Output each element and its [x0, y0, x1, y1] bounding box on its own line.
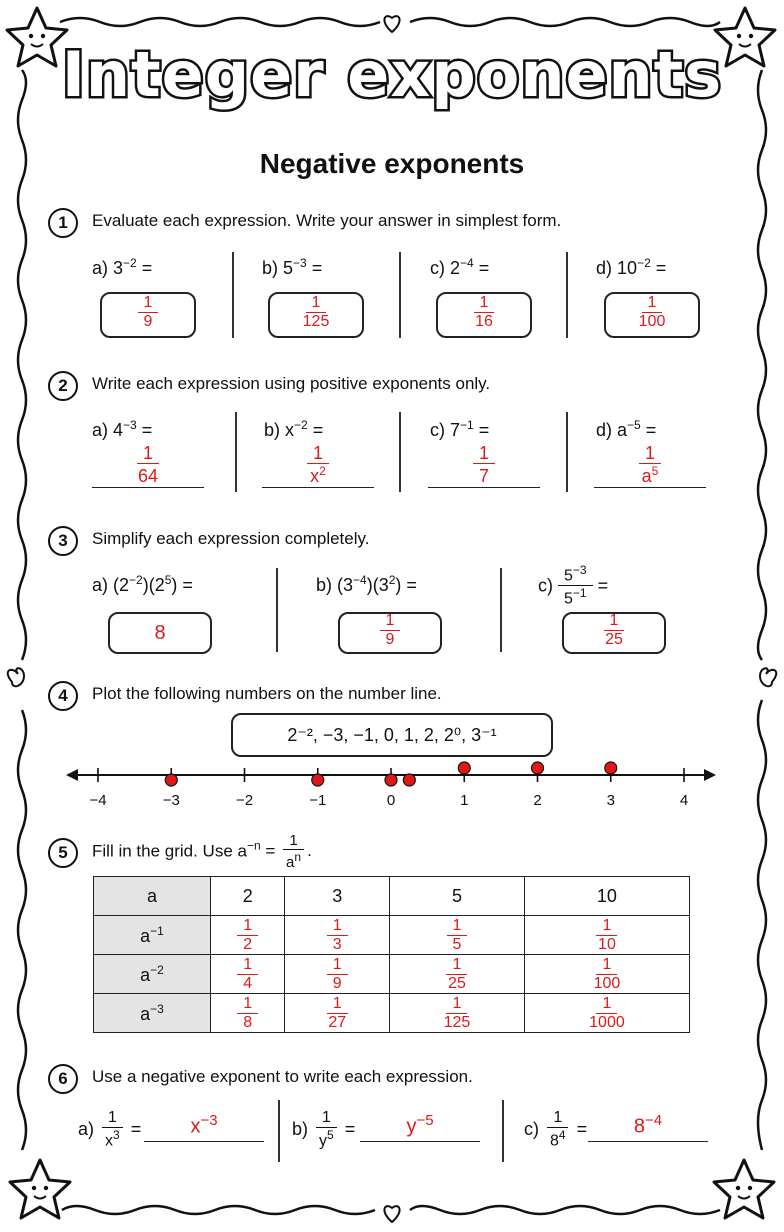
answer-box[interactable]: $\frac{1}{9}$: [100, 292, 196, 338]
answer-box[interactable]: $\frac{1}{16}$: [436, 292, 532, 338]
table-cell[interactable]: $\frac{1}{27}$: [285, 994, 390, 1033]
heart-icon: [8, 668, 24, 686]
plotted-point: [385, 774, 397, 786]
table-cell[interactable]: $\frac{1}{10}$: [524, 916, 689, 955]
answer-line[interactable]: [262, 487, 374, 488]
plotted-point: [605, 762, 617, 774]
answer-line[interactable]: [360, 1141, 480, 1142]
answer-box[interactable]: $\frac{1}{25}$: [562, 612, 666, 654]
table-row: [94, 877, 690, 916]
q2-item-c: c) $7^{-1}$ =: [430, 418, 490, 440]
question-instruction: Simplify each expression completely.: [92, 529, 370, 548]
row-label: $a^{-2}$: [94, 955, 211, 994]
table-cell[interactable]: $\frac{1}{100}$: [524, 955, 689, 994]
tick-label: 2: [533, 792, 542, 809]
table-header-cell: 10: [524, 877, 689, 916]
exponent-grid: [93, 876, 690, 1033]
table-cell[interactable]: $\frac{1}{4}$: [211, 955, 285, 994]
numbers-box: 2⁻², −3, −1, 0, 1, 2, 2⁰, 3⁻¹: [231, 713, 553, 757]
q6-item-b: b) $\frac{1}{y^5}$ =: [292, 1109, 356, 1150]
tick-label: −2: [235, 792, 254, 809]
tick-label: −1: [309, 792, 327, 809]
answer-box[interactable]: 8: [108, 612, 212, 654]
table-cell[interactable]: $\frac{1}{5}$: [390, 916, 525, 955]
answer-box[interactable]: $\frac{1}{125}$: [268, 292, 364, 338]
plotted-point: [312, 774, 324, 786]
number-line[interactable]: [0, 755, 784, 815]
answer-value: $x^{-3}$: [190, 1112, 218, 1138]
plotted-point: [532, 762, 544, 774]
divider: [278, 1100, 280, 1162]
q1-item-c: c) $2^{-4}$ =: [430, 256, 490, 278]
tick-label: 0: [386, 792, 396, 809]
q2-item-b: b) $x^{-2}$ =: [264, 418, 324, 440]
question-number: 6: [48, 1064, 78, 1094]
answer-value: $\frac{1}{x^2}$: [262, 444, 374, 485]
question-number: 4: [48, 681, 78, 711]
heart-icon: [384, 1206, 399, 1222]
table-row: [94, 994, 690, 1033]
tick-label: 1: [460, 792, 469, 809]
table-row: [94, 916, 690, 955]
star-icon: [10, 1160, 70, 1218]
answer-line[interactable]: [588, 1141, 708, 1142]
answer-value: $\frac{1}{64}$: [137, 443, 159, 486]
q2-item-a: a) $4^{-3}$ =: [92, 418, 153, 440]
row-label: $a^{-1}$: [94, 916, 211, 955]
answer-value: $8^{-4}$: [633, 1112, 663, 1138]
table-row: [94, 955, 690, 994]
arrow-left-icon: [66, 769, 78, 781]
divider: [500, 568, 502, 652]
divider: [276, 568, 278, 652]
table-cell[interactable]: $\frac{1}{3}$: [285, 916, 390, 955]
answer-value: $\frac{1}{7}$: [428, 444, 540, 485]
page-subtitle: Negative exponents: [259, 148, 525, 179]
answer-box[interactable]: $\frac{1}{100}$: [604, 292, 700, 338]
table-cell[interactable]: $\frac{1}{2}$: [211, 916, 285, 955]
divider: [232, 252, 234, 338]
row-label: $a^{-3}$: [94, 994, 211, 1033]
answer-line[interactable]: [144, 1141, 264, 1142]
plotted-point: [165, 774, 177, 786]
table-header-cell: a: [94, 877, 211, 916]
question-instruction: Fill in the grid. Use $a^{-n}$ = $\frac{1}{a^n}$ .: [92, 832, 312, 871]
star-icon: [714, 1160, 774, 1218]
table-cell[interactable]: $\frac{1}{25}$: [390, 955, 525, 994]
q1-item-a: a) $3^{-2}$ =: [92, 256, 153, 278]
divider: [566, 252, 568, 338]
question-instruction: Plot the following numbers on the number line.: [92, 684, 442, 703]
table-header-cell: 3: [285, 877, 390, 916]
question-number: 3: [48, 526, 78, 556]
divider: [399, 412, 401, 492]
heart-icon: [760, 668, 776, 686]
question-number: 1: [48, 208, 78, 238]
q1-item-b: b) $5^{-3}$ =: [262, 256, 323, 278]
heart-icon: [384, 16, 399, 32]
question-instruction: Evaluate each expression. Write your answer in simplest form.: [92, 211, 562, 230]
divider: [502, 1100, 504, 1162]
answer-box[interactable]: $\frac{1}{9}$: [338, 612, 442, 654]
q6-item-c: c) $\frac{1}{8^4}$ =: [524, 1109, 588, 1150]
q3-item-a: a) $(2^{-2})(2^5)$ =: [92, 573, 193, 595]
page-title: Integer exponents: [61, 38, 723, 111]
q1-item-d: d) $10^{-2}$ =: [596, 256, 667, 278]
tick-label: −3: [162, 792, 180, 809]
plotted-point: [458, 762, 470, 774]
answer-line[interactable]: [92, 487, 204, 488]
table-header-cell: 5: [390, 877, 525, 916]
question-number: 2: [48, 371, 78, 401]
answer-line[interactable]: [594, 487, 706, 488]
answer-value: $y^{-5}$: [406, 1112, 434, 1138]
answer-value: $\frac{1}{a^5}$: [594, 444, 706, 485]
table-cell[interactable]: $\frac{1}{125}$: [390, 994, 525, 1033]
divider: [235, 412, 237, 492]
table-header-cell: 2: [211, 877, 285, 916]
question-number: 5: [48, 838, 78, 868]
divider: [399, 252, 401, 338]
table-cell[interactable]: $\frac{1}{9}$: [285, 955, 390, 994]
q3-item-b: b) $(3^{-4})(3^2)$ =: [316, 573, 417, 595]
divider: [566, 412, 568, 492]
table-cell[interactable]: $\frac{1}{1000}$: [524, 994, 689, 1033]
tick-label: 3: [606, 792, 615, 809]
answer-line[interactable]: [428, 487, 540, 488]
q6-item-a: a) $\frac{1}{x^3}$ =: [78, 1109, 142, 1150]
arrow-right-icon: [704, 769, 716, 781]
table-cell[interactable]: $\frac{1}{8}$: [211, 994, 285, 1033]
q2-item-d: d) $a^{-5}$ =: [596, 418, 657, 440]
question-instruction: Use a negative exponent to write each expression.: [92, 1067, 473, 1086]
q3-item-c: c) $\frac{5^{-3}}{5^{-1}}$ =: [538, 563, 609, 608]
question-instruction: Write each expression using positive exponents only.: [92, 374, 491, 393]
tick-label: 4: [679, 792, 689, 809]
plotted-point: [403, 774, 415, 786]
tick-label: −4: [89, 792, 107, 809]
